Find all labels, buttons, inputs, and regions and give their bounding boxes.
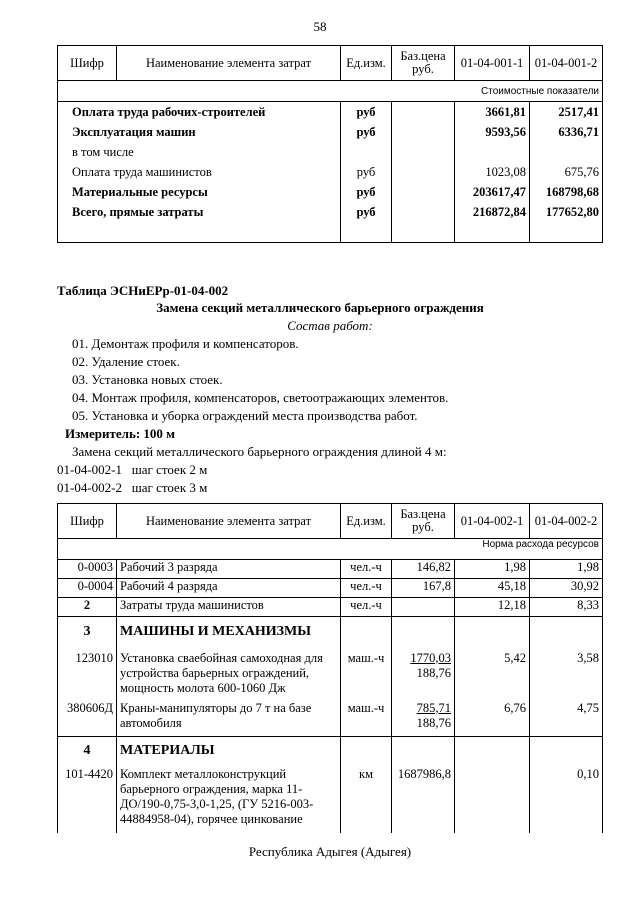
row-name: Оплата труда машинистов xyxy=(58,162,341,182)
row-name: Оплата труда рабочих-строителей xyxy=(58,102,341,123)
table-row xyxy=(58,202,603,222)
row-value-2 xyxy=(530,142,603,162)
row-unit: маш.-ч xyxy=(341,647,392,699)
variant-text: шаг стоек 2 м xyxy=(131,462,208,477)
row-value-1: 12,18 xyxy=(455,598,530,617)
work-composition-label: Состав работ: xyxy=(287,318,373,333)
table-subheader xyxy=(58,539,603,560)
row-name: Краны-манипуляторы до 7 т на базе автомобиля xyxy=(117,699,341,737)
header-col-2: 01-04-002-2 xyxy=(530,504,603,539)
row-name: Эксплуатация машин xyxy=(58,122,341,142)
table-row xyxy=(58,765,603,833)
variant-text: шаг стоек 3 м xyxy=(131,480,208,495)
page-footer: Республика Адыгея (Адыгея) xyxy=(248,844,412,859)
row-value-2: 8,33 xyxy=(530,598,603,617)
row-name: Материальные ресурсы xyxy=(58,182,341,202)
row-unit: руб xyxy=(341,182,392,202)
row-unit: руб xyxy=(341,162,392,182)
table-row xyxy=(58,560,603,579)
price-machinist: 188,76 xyxy=(416,715,451,730)
row-value-2: 4,75 xyxy=(530,699,603,737)
row-value-1: 9593,56 xyxy=(455,122,530,142)
row-value-2: 6336,71 xyxy=(530,122,603,142)
row-unit xyxy=(341,142,392,162)
table-row xyxy=(58,699,603,737)
table-header xyxy=(58,46,603,81)
header-col-1: 01-04-002-1 xyxy=(455,504,530,539)
row-unit: руб xyxy=(341,122,392,142)
row-value-2: 2517,41 xyxy=(530,102,603,123)
header-code: Шифр xyxy=(58,46,117,81)
table-row xyxy=(58,142,603,162)
cost-table xyxy=(57,45,603,243)
row-unit: чел.-ч xyxy=(341,598,392,617)
row-price xyxy=(392,598,455,617)
row-name: Всего, прямые затраты xyxy=(58,202,341,222)
table-row xyxy=(58,162,603,182)
row-name: Затраты труда машинистов xyxy=(117,598,341,617)
row-value-2: 0,10 xyxy=(530,765,603,833)
work-step: 05. Установка и уборка ограждений места производства работ. xyxy=(72,408,418,423)
table-row xyxy=(58,598,603,617)
row-price xyxy=(392,162,455,182)
row-value-1 xyxy=(455,765,530,833)
table-subheader xyxy=(58,81,603,102)
row-unit: чел.-ч xyxy=(341,560,392,579)
table-header xyxy=(58,504,603,539)
row-value-1: 6,76 xyxy=(455,699,530,737)
header-base-price: Баз.цена руб. xyxy=(392,46,455,81)
table-row xyxy=(58,182,603,202)
row-value-1: 1023,08 xyxy=(455,162,530,182)
subheader-text: Норма расхода ресурсов xyxy=(58,539,603,560)
section-code: 4 xyxy=(58,737,117,765)
row-price: 146,82 xyxy=(392,560,455,579)
row-unit: км xyxy=(341,765,392,833)
row-price xyxy=(392,142,455,162)
table-row xyxy=(58,122,603,142)
row-name: Комплект металлоконструкций барьерного ограждения, марка 11-ДО/190-0,75-3,0-1,25, (ГУ 5216-003-44884958-04), горячее цинкование xyxy=(117,765,341,833)
row-value-2: 3,58 xyxy=(530,647,603,699)
row-unit: руб xyxy=(341,202,392,222)
table-row xyxy=(58,579,603,598)
row-name: в том числе xyxy=(58,142,341,162)
row-unit: чел.-ч xyxy=(341,579,392,598)
meter-label: Измеритель: 100 м xyxy=(65,426,176,441)
row-price xyxy=(392,122,455,142)
table-bottom-spacer xyxy=(58,222,603,243)
variant-item xyxy=(57,480,207,496)
work-step: 03. Установка новых стоек. xyxy=(72,372,223,387)
variant-code: 01-04-002-1 xyxy=(57,462,122,477)
row-code: 101-4420 xyxy=(58,765,117,833)
variant-item xyxy=(57,462,207,478)
table-label: Таблица ЭСНиЕРр-01-04-002 xyxy=(57,283,229,298)
section-name: МАШИНЫ И МЕХАНИЗМЫ xyxy=(117,617,341,647)
price-machinist: 188,76 xyxy=(416,665,451,680)
row-value-2: 1,98 xyxy=(530,560,603,579)
row-value-2: 177652,80 xyxy=(530,202,603,222)
row-name: Установка сваебойная самоходная для устройства барьерных ограждений, мощность молота 600-1060 Дж xyxy=(117,647,341,699)
row-code: 0-0004 xyxy=(58,579,117,598)
section-title: Замена секций металлического барьерного ограждения xyxy=(156,300,484,315)
header-unit: Ед.изм. xyxy=(341,504,392,539)
row-code: 2 xyxy=(58,598,117,617)
row-price xyxy=(392,202,455,222)
work-step: 02. Удаление стоек. xyxy=(72,354,180,369)
row-value-1: 3661,81 xyxy=(455,102,530,123)
row-price: 1687986,8 xyxy=(392,765,455,833)
row-value-1 xyxy=(455,142,530,162)
row-value-2: 30,92 xyxy=(530,579,603,598)
resource-table xyxy=(57,503,603,833)
table-row xyxy=(58,102,603,123)
row-price xyxy=(392,182,455,202)
section-code: 3 xyxy=(58,617,117,647)
row-price xyxy=(392,647,455,699)
row-price: 167,8 xyxy=(392,579,455,598)
header-code: Шифр xyxy=(58,504,117,539)
work-step: 01. Демонтаж профиля и компенсаторов. xyxy=(72,336,299,351)
row-name: Рабочий 3 разряда xyxy=(117,560,341,579)
work-step: 04. Монтаж профиля, компенсаторов, светоотражающих элементов. xyxy=(72,390,449,405)
section-name: МАТЕРИАЛЫ xyxy=(117,737,341,765)
row-name: Рабочий 4 разряда xyxy=(117,579,341,598)
row-unit: руб xyxy=(341,102,392,123)
header-name: Наименование элемента затрат xyxy=(117,504,341,539)
subheader-text: Стоимостные показатели xyxy=(58,81,603,102)
row-unit: маш.-ч xyxy=(341,699,392,737)
section-header-materials xyxy=(58,737,603,765)
section-header-machines xyxy=(58,617,603,647)
row-value-1: 5,42 xyxy=(455,647,530,699)
row-value-1: 45,18 xyxy=(455,579,530,598)
header-base-price: Баз.цена руб. xyxy=(392,504,455,539)
page-number: 58 xyxy=(313,19,327,34)
row-value-1: 216872,84 xyxy=(455,202,530,222)
row-price xyxy=(392,699,455,737)
row-value-2: 168798,68 xyxy=(530,182,603,202)
header-unit: Ед.изм. xyxy=(341,46,392,81)
variant-code: 01-04-002-2 xyxy=(57,480,122,495)
row-price xyxy=(392,102,455,123)
description: Замена секций металлического барьерного ограждения длиной 4 м: xyxy=(72,444,447,459)
header-col-2: 01-04-001-2 xyxy=(530,46,603,81)
row-value-1: 203617,47 xyxy=(455,182,530,202)
row-code: 123010 xyxy=(58,647,117,699)
row-code: 380606Д xyxy=(58,699,117,737)
price-main: 785,71 xyxy=(416,700,451,715)
header-col-1: 01-04-001-1 xyxy=(455,46,530,81)
table-row xyxy=(58,647,603,699)
row-code: 0-0003 xyxy=(58,560,117,579)
price-main: 1770,03 xyxy=(410,650,451,665)
header-name: Наименование элемента затрат xyxy=(117,46,341,81)
row-value-1: 1,98 xyxy=(455,560,530,579)
row-value-2: 675,76 xyxy=(530,162,603,182)
